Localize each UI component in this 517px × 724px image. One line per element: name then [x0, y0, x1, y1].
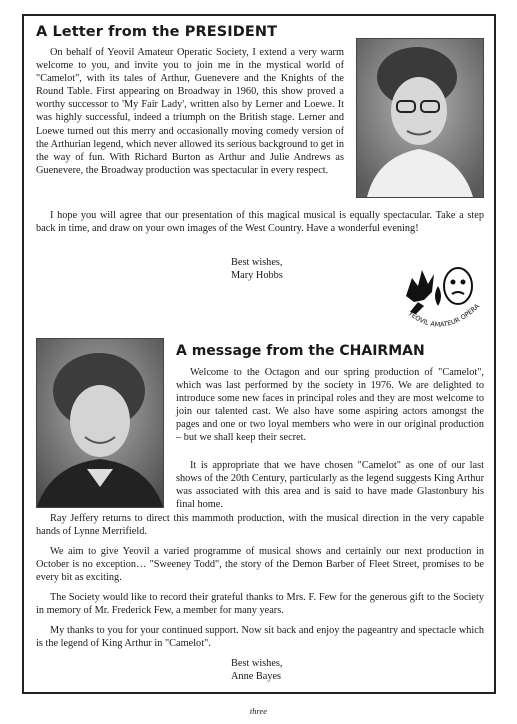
chairman-paragraph-4: We aim to give Yeovil a varied programme of musical shows and certainly our next production in October is no exception… "Sweeney Todd", the story of the Demon Barber of Fleet Street, promises to be every bit as exciting. [36, 546, 484, 584]
president-paragraph-2: I hope you will agree that our presentation of this magical musical is equally spectacular. Take a step back in time, and draw on your own images of the West Country. Have a wonderful evening! [36, 210, 484, 235]
president-photo [356, 38, 484, 198]
society-logo [398, 256, 486, 342]
chairman-paragraph-1: Welcome to the Octagon and our spring production of "Camelot", which was last performed by the society in 1976. We are delighted to introduce some new faces in principal roles and they are most welcome to join our talented cast. We also have some aspiring actors amongst the pages and one or two loyal members who were in our original production – but we shall keep their secret. [176, 367, 484, 444]
president-heading: A Letter from the PRESIDENT [36, 24, 278, 40]
president-paragraph-1: On behalf of Yeovil Amateur Operatic Society, I extend a very warm welcome to you, and invite you to join me in the mystical world of "Camelot", with its tales of Arthur, Guenevere and the Knights of the Round Table. First appearing on Broadway in 1960, this show proved a worthy successor to 'My Fair Lady', written also by Lerner and Loewe. It was highly successful, indeed a triumph on the British stage. Lerner and Loewe turned out this merry and occasionally moving comedy version of the Arthurian legend, which never allowed its serious background to get in the way of fun. With Richard Burton as Arthur and Julie Andrews as Guenevere, the Broadway production was spectacular in every respect. [36, 47, 344, 176]
chairman-signature: Anne Bayes [231, 671, 282, 682]
president-signature: Mary Hobbs [231, 270, 283, 281]
president-closing: Best wishes, [231, 257, 283, 268]
chairman-heading: A message from the CHAIRMAN [176, 343, 425, 359]
page-number: three [249, 706, 268, 716]
chairman-closing: Best wishes, [231, 658, 283, 669]
chairman-paragraph-2: It is appropriate that we have chosen "Camelot" as one of our last shows of the 20th Century, particularly as the legend suggests King Arthur was associated with this area and is said to have made Glastonbury his final home. [176, 460, 484, 511]
chairman-paragraph-5: The Society would like to record their grateful thanks to Mrs. F. Few for the generous gift to the Society in memory of Mr. Frederick Few, a member for many years. [36, 592, 484, 617]
logo-text: YEOVIL AMATEUR OPERA [406, 302, 481, 329]
chairman-paragraph-6: My thanks to you for your continued support. Now sit back and enjoy the pageantry and spectacle which is the legend of King Arthur in "Camelot". [36, 625, 484, 650]
chairman-photo [36, 338, 164, 508]
chairman-paragraph-3: Ray Jeffery returns to direct this mammoth production, with the musical direction in the very capable hands of Lynne Merrifield. [36, 513, 484, 538]
